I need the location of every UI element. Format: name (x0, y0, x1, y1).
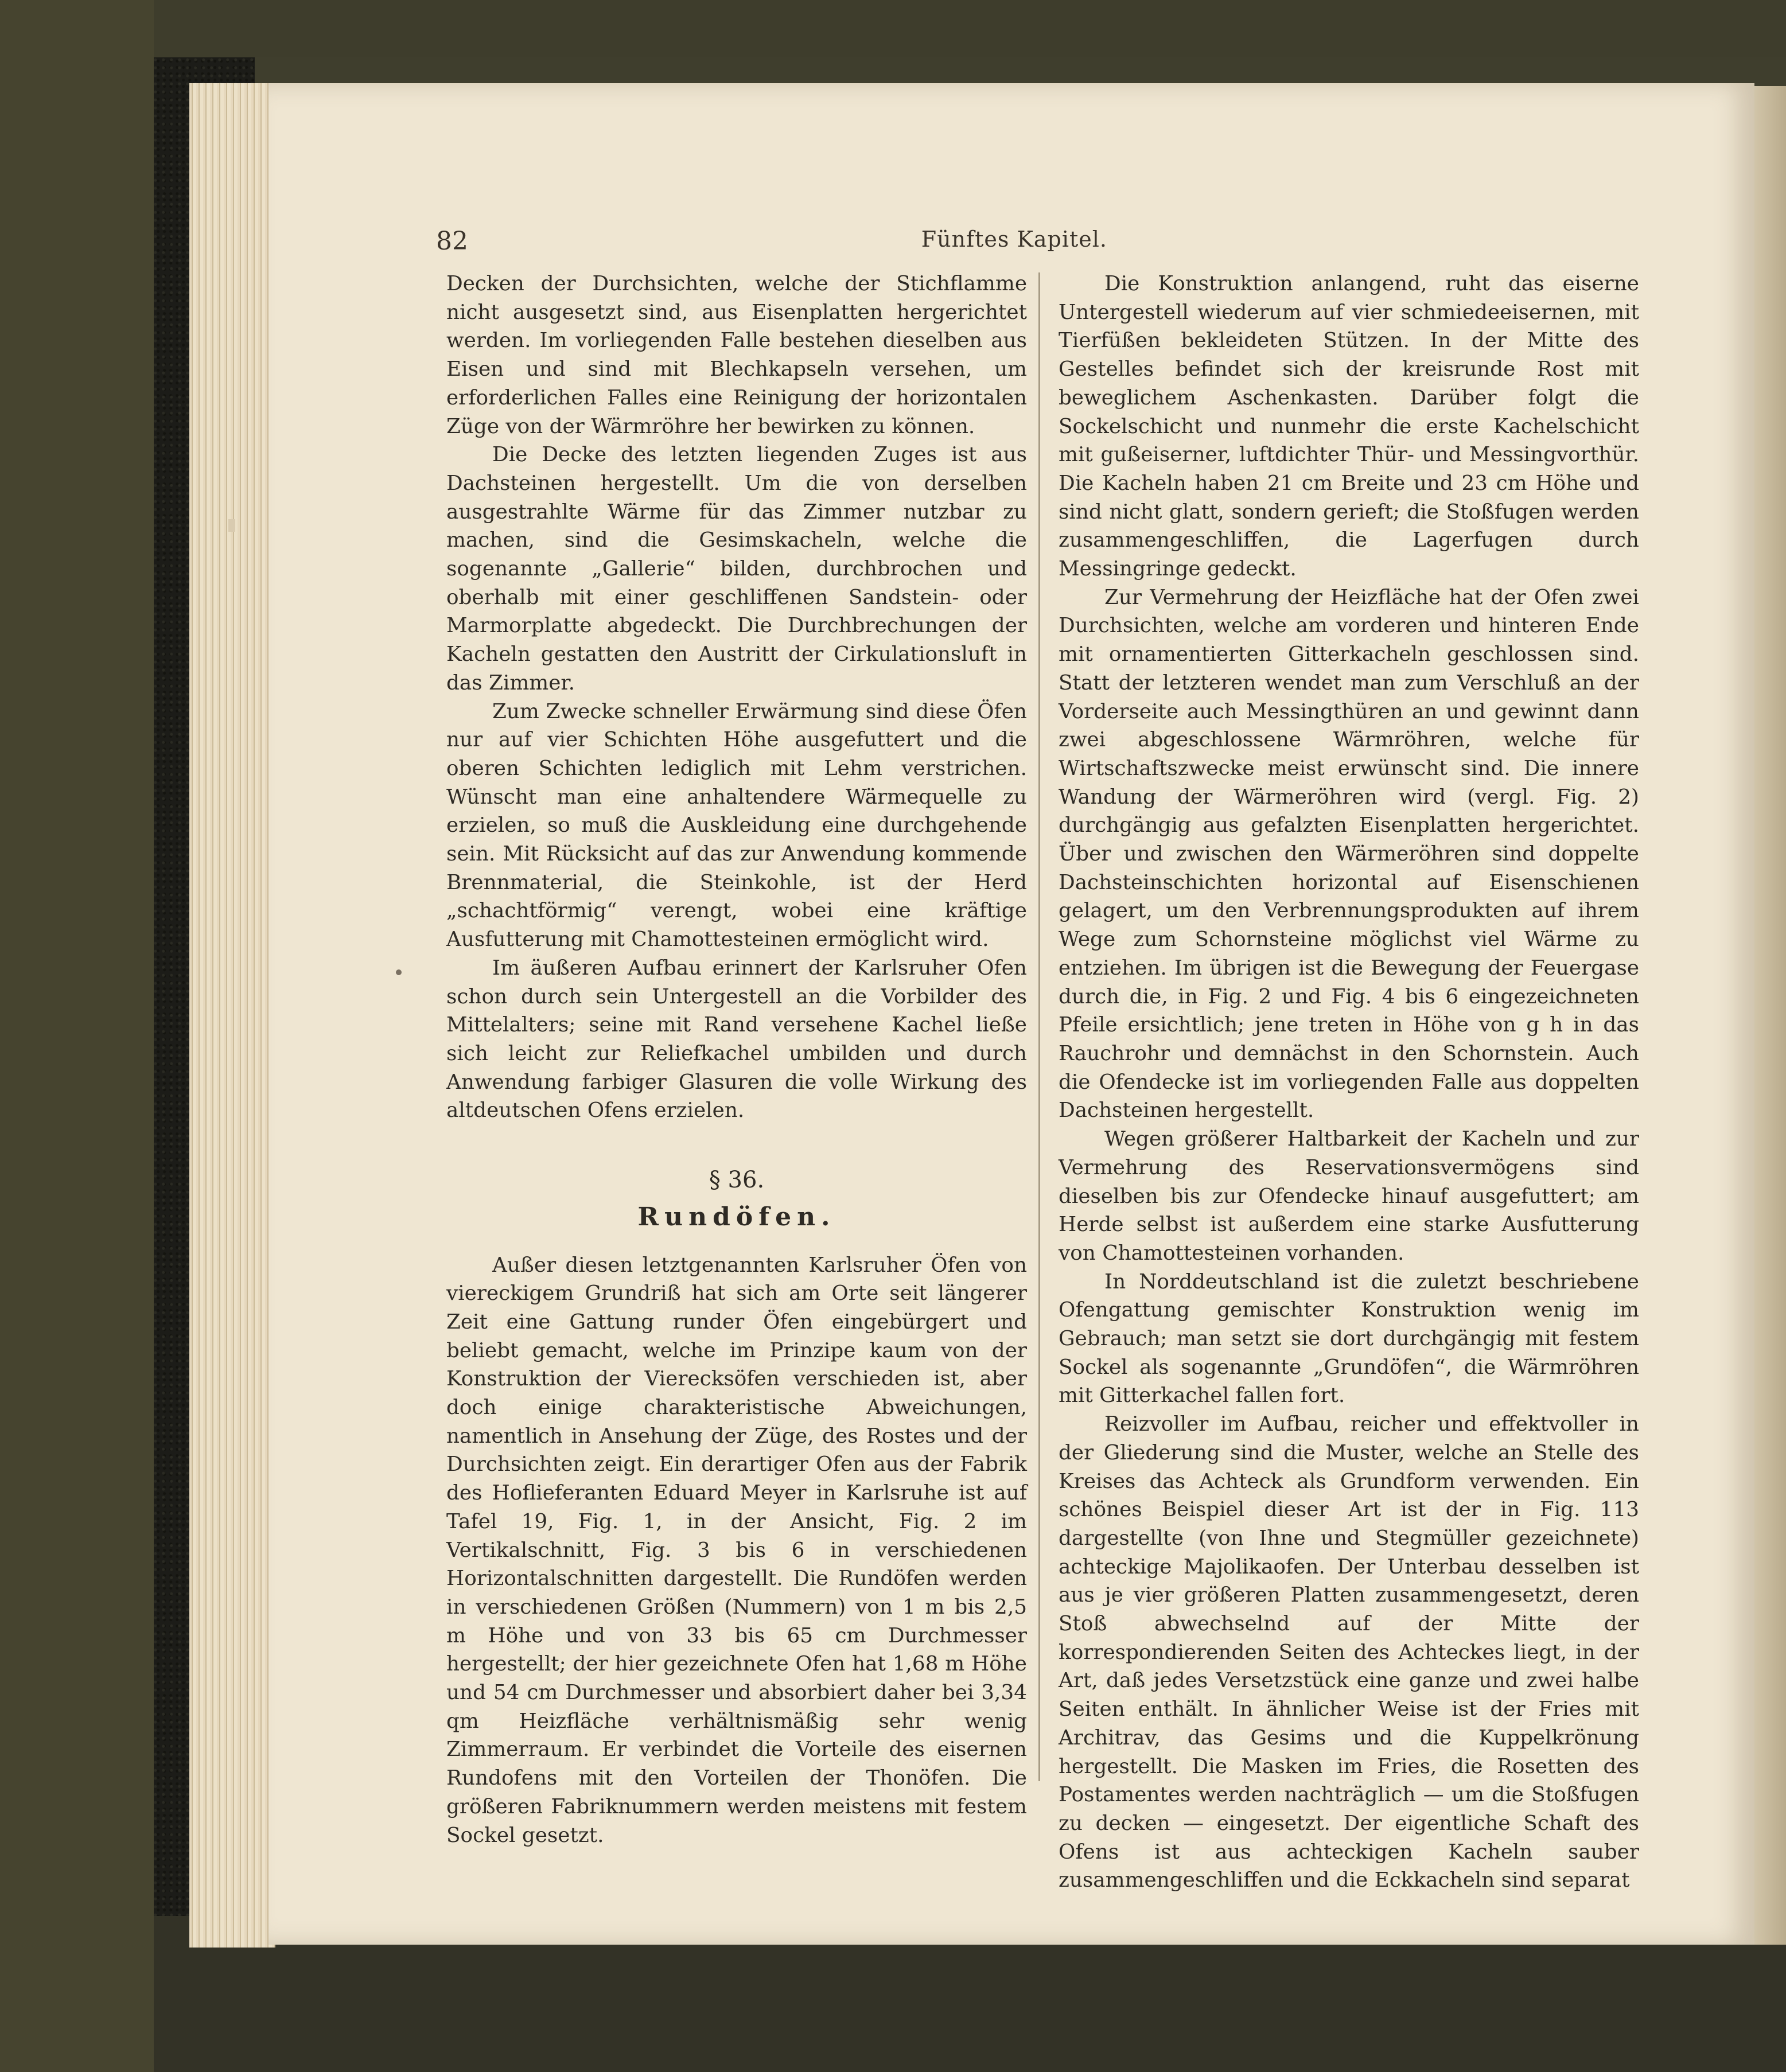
paragraph: Zum Zwecke schneller Erwärmung sind diese Öfen nur auf vier Schichten Höhe ausgefuttert und die oberen Schichten lediglich mit Lehm verstrichen. Wünscht man eine anhaltendere Wärmequelle zu erzielen, so muß die Auskleidung eine durchgehende sein. Mit Rücksicht auf das zur Anwendung kommende Brennmaterial, die Steinkohle, ist der Herd „schachtförmig“ verengt, wobei eine kräftige Ausfutterung mit Chamottesteinen ermöglicht wird. (446, 699, 1027, 952)
page-notch (228, 519, 235, 532)
book-cover-left (0, 0, 154, 2072)
paragraph: Wegen größerer Haltbarkeit der Kacheln und zur Vermehrung des Reservationsvermögens sind dieselben bis zur Ofendecke hinauf ausgefuttert; am Herde selbst ist außerdem eine starke Ausfutterung von Chamottesteinen vorhanden. (1059, 1127, 1639, 1265)
column-divider (1038, 272, 1040, 1781)
paragraph: In Norddeutschland ist die zuletzt beschriebene Ofengattung gemischter Konstruktion wenig im Gebrauch; man setzt sie dort durchgängig mit festem Sockel als sogenannte „Grundöfen“, die Wärmröhren mit Gitterkachel fallen fort. (1059, 1269, 1639, 1408)
paragraph: Die Konstruktion anlangend, ruht das eiserne Untergestell wiederum auf vier schmiedeeisernen, mit Tierfüßen bekleideten Stützen. In der Mitte des Gestelles befindet sich der kreisrunde Rost mit beweglichem Aschenkasten. Darüber folgt die Sockelschicht und nunmehr die erste Kachelschicht mit gußeiserner, luftdichter Thür- und Messingvorthür. Die Kacheln haben 21 cm Breite und 23 cm Höhe und sind nicht glatt, sondern gerieft; die Stoßfugen werden zusammengeschliffen, die Lagerfugen durch Messingringe gedeckt. (1059, 272, 1639, 581)
paragraph: Zur Vermehrung der Heizfläche hat der Ofen zwei Durchsichten, welche am vorderen und hinteren Ende mit ornamentierten Gitterkacheln geschlossen sind. Statt der letzteren wendet man zum Verschluß an der Vorderseite auch Messingthüren an und gewinnt dann zwei abgeschlossene Wärmröhren, welche für Wirtschaftszwecke meist erwünscht sind. Die innere Wandung der Wärmeröhren wird (vergl. Fig. 2) durchgängig aus gefalzten Eisenplatten hergerichtet. Über und zwischen den Wärmeröhren sind doppelte Dachsteinschichten horizontal auf Eisenschienen gelagert, um den Verbrennungsprodukten auf ihrem Wege zum Schornsteine möglichst viel Wärme zu entziehen. Im übrigen ist die Bewegung der Feuergase durch die, in Fig. 2 und Fig. 4 bis 6 eingezeichneten Pfeile ersichtlich; jene treten in Höhe von g h in das Rauchrohr und demnächst in den Schornstein. Auch die Ofendecke ist im vorliegenden Falle aus doppelten Dachsteinen hergestellt. (1059, 585, 1639, 1123)
paragraph: Die Decke des letzten liegenden Zuges ist aus Dachsteinen hergestellt. Um die von derselben ausgestrahlte Wärme für das Zimmer nutzbar zu machen, sind die Gesimskacheln, welche die sogenannte „Gallerie“ bilden, durchbrochen und oberhalb mit einer geschliffenen Sandstein- oder Marmorplatte abgedeckt. Die Durchbrechungen der Kacheln gestatten den Austritt der Cirkulationsluft in das Zimmer. (446, 443, 1027, 695)
running-title: Fünftes Kapitel. (921, 227, 1107, 252)
paragraph: Reizvoller im Aufbau, reicher und effektvoller in der Gliederung sind die Muster, welche an Stelle des Kreises das Achteck als Grundform verwenden. Ein schönes Beispiel dieser Art ist der in Fig. 113 dargestellte (von Ihne und Stegmüller gezeichnete) achteckige Majolikaofen. Der Unterbau desselben ist aus je vier größeren Platten zusammengesetzt, deren Stoß abwechselnd auf der Mitte der korrespondierenden Seiten des Achteckes liegt, in der Art, daß jedes Versetzstück eine ganze und zwei halbe Seiten enthält. In ähnlicher Weise ist der Fries mit Architrav, das Gesims und die Kuppelkrönung hergestellt. Die Masken im Fries, die Rosetten des Postamentes werden nachträglich — um die Stoßfugen zu decken — eingesetzt. Der eigentliche Schaft des Ofens ist aus achteckigen Kacheln sauber zusammengeschliffen und die Eckkacheln sind separat (1059, 1412, 1639, 1892)
paragraph: Decken der Durchsichten, welche der Stichflamme nicht ausgesetzt sind, aus Eisenplatten hergerichtet werden. Im vorliegenden Falle bestehen dieselben aus Eisen und sind mit Blechkapseln versehen, um erforderlichen Falles eine Reinigung der horizontalen Züge von der Wärmröhre her bewirken zu können. (446, 272, 1027, 438)
paragraph: Außer diesen letztgenannten Karlsruher Öfen von viereckigem Grundriß hat sich am Orte seit längerer Zeit eine Gattung runder Öfen eingebürgert und beliebt gemacht, welche im Prinzipe kaum von der Konstruktion der Vierecksöfen verschieden ist, aber doch einige charakteristische Abweichungen, namentlich in Ansehung der Züge, des Rostes und der Durchsichten zeigt. Ein derartiger Ofen aus der Fabrik des Hoflieferanten Eduard Meyer in Karlsruhe ist auf Tafel 19, Fig. 1, in der Ansicht, Fig. 2 im Vertikalschnitt, Fig. 3 bis 6 in verschiedenen Horizontalschnitten dargestellt. Die Rundöfen werden in verschiedenen Größen (Nummern) von 1 m bis 2,5 m Höhe und von 33 bis 65 cm Durchmesser hergestellt; der hier gezeichnete Ofen hat 1,68 m Höhe und 54 cm Durchmesser und absorbiert daher bei 3,34 qm Heizfläche verhältnismäßig sehr wenig Zimmerraum. Er verbindet die Vorteile des eisernen Rundofens mit den Vorteilen der Thonöfen. Die größeren Fabriknummern werden meistens mit festem Sockel gesetzt. (446, 1253, 1027, 1847)
section-number: § 36. (709, 1167, 765, 1194)
page-speck (396, 969, 402, 975)
running-head (436, 227, 1107, 255)
section-title: Rundöfen. (637, 1202, 836, 1232)
right-column (1059, 270, 1639, 1895)
book-cover-top (154, 0, 1786, 57)
page-number: 82 (436, 227, 468, 256)
paragraph: Im äußeren Aufbau erinnert der Karlsruher Ofen schon durch sein Untergestell an die Vorbilder des Mittelalters; seine mit Rand versehene Kachel ließe sich leicht zur Reliefkachel umbilden und durch Anwendung farbiger Glasuren die volle Wirkung des altdeutschen Ofens erzielen. (446, 956, 1027, 1123)
page-edges (189, 83, 275, 1948)
left-column (446, 270, 1027, 1849)
